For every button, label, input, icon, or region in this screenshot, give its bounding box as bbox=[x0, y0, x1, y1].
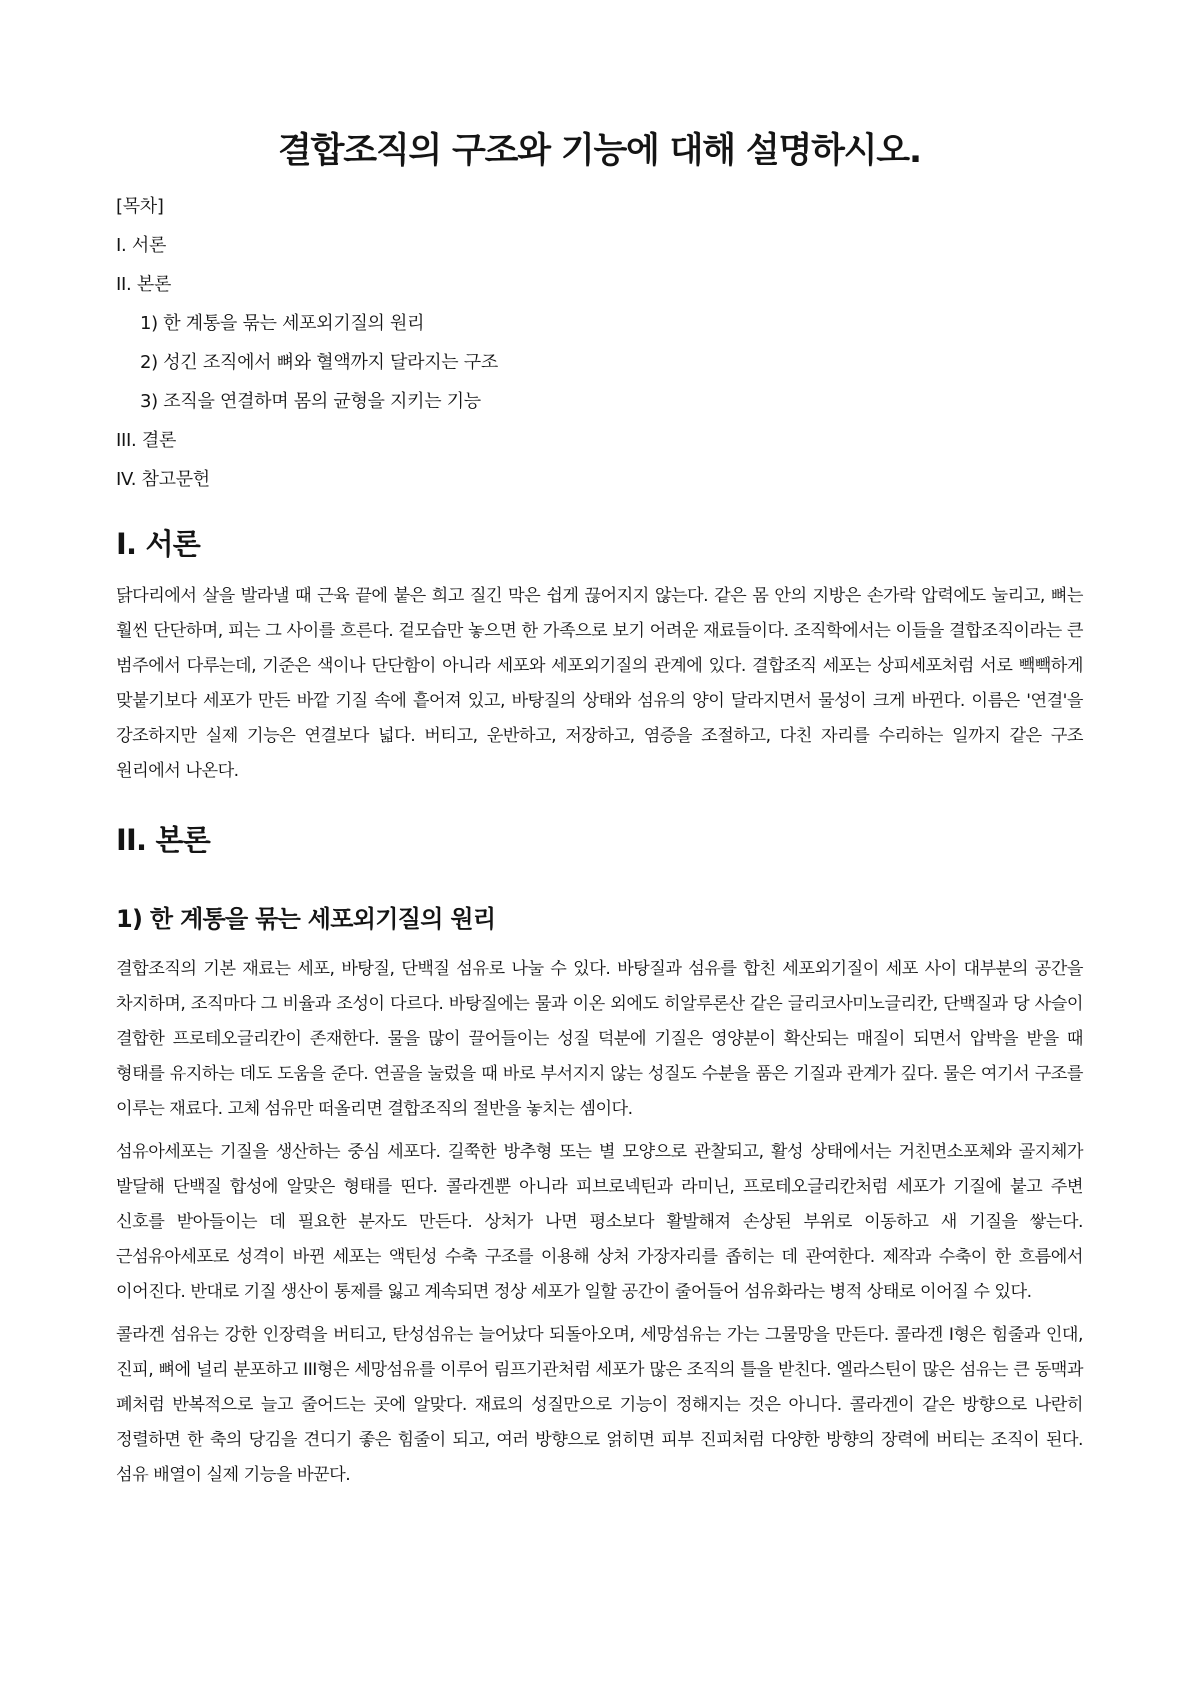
document-title: 결합조직의 구조와 기능에 대해 설명하시오. bbox=[277, 131, 922, 171]
toc-item-conclusion: III. 결론 bbox=[116, 430, 177, 451]
section-heading-intro: I. 서론 bbox=[116, 527, 200, 561]
toc-item-intro: I. 서론 bbox=[116, 235, 167, 256]
section-heading-body: II. 본론 bbox=[116, 823, 210, 857]
subsection-heading-1: 1) 한 계통을 묶는 세포외기질의 원리 bbox=[116, 905, 496, 933]
toc-item-body-3: 3) 조직을 연결하며 몸의 균형을 지키는 기능 bbox=[140, 391, 481, 412]
toc-item-body-1: 1) 한 계통을 묶는 세포외기질의 원리 bbox=[140, 313, 425, 334]
body-paragraph-3: 콜라겐 섬유는 강한 인장력을 버티고, 탄성섬유는 늘어났다 되돌아오며, 세망섬유는 가는 그물망을 만든다. 콜라겐 I형은 힘줄과 인대, 진피, 뼈에 널리 분포하고 III형은 세망섬유를 이루어 림프기관처럼 세포가 많은 조직의 틀을 받친다. 엘라스틴이 많은 섬유는 큰 동맥과 폐처럼 반복적으로 늘고 줄어드는 곳에 알맞다. 재료의 성질만으로 기능이 정해지는 것은 아니다. 콜라겐이 같은 방향으로 나란히 정렬하면 한 축의 당김을 견디기 좋은 힘줄이 되고, 여러 방향으로 얽히면 피부 진피처럼 다양한 방향의 장력에 버티는 조직이 된다. 섬유 배열이 실제 기능을 바꾼다. bbox=[116, 1325, 1083, 1485]
toc-heading: [목차] bbox=[116, 196, 164, 217]
toc-item-body-2: 2) 성긴 조직에서 뼈와 혈액까지 달라지는 구조 bbox=[140, 352, 498, 373]
toc-item-references: IV. 참고문헌 bbox=[116, 469, 210, 490]
toc-item-body: II. 본론 bbox=[116, 274, 172, 295]
body-paragraph-1: 결합조직의 기본 재료는 세포, 바탕질, 단백질 섬유로 나눌 수 있다. 바탕질과 섬유를 합친 세포외기질이 세포 사이 대부분의 공간을 차지하며, 조직마다 그 비율과 조성이 다르다. 바탕질에는 물과 이온 외에도 히알루론산 같은 글리코사미노글리칸, 단백질과 당 사슬이 결합한 프로테오글리칸이 존재한다. 물을 많이 끌어들이는 성질 덕분에 기질은 영양분이 확산되는 매질이 되면서 압박을 받을 때 형태를 유지하는 데도 도움을 준다. 연골을 눌렀을 때 바로 부서지지 않는 성질도 수분을 품은 기질과 관계가 깊다. 물은 여기서 구조를 이루는 재료다. 고체 섬유만 떠올리면 결합조직의 절반을 놓치는 셈이다. bbox=[116, 959, 1083, 1119]
intro-paragraph: 닭다리에서 살을 발라낼 때 근육 끝에 붙은 희고 질긴 막은 쉽게 끊어지지 않는다. 같은 몸 안의 지방은 손가락 압력에도 눌리고, 뼈는 훨씬 단단하며, 피는 그 사이를 흐른다. 겉모습만 놓으면 한 가족으로 보기 어려운 재료들이다. 조직학에서는 이들을 결합조직이라는 큰 범주에서 다루는데, 기준은 색이나 단단함이 아니라 세포와 세포외기질의 관계에 있다. 결합조직 세포는 상피세포처럼 서로 빽빽하게 맞붙기보다 세포가 만든 바깥 기질 속에 흩어져 있고, 바탕질의 상태와 섬유의 양이 달라지면서 물성이 크게 바뀐다. 이름은 '연결'을 강조하지만 실제 기능은 연결보다 넓다. 버티고, 운반하고, 저장하고, 염증을 조절하고, 다친 자리를 수리하는 일까지 같은 구조 원리에서 나온다. bbox=[116, 586, 1083, 781]
table-of-contents bbox=[116, 187, 1083, 499]
body-paragraph-2: 섬유아세포는 기질을 생산하는 중심 세포다. 길쭉한 방추형 또는 별 모양으로 관찰되고, 활성 상태에서는 거친면소포체와 골지체가 발달해 단백질 합성에 알맞은 형태를 띤다. 콜라겐뿐 아니라 피브로넥틴과 라미닌, 프로테오글리칸처럼 세포가 기질에 붙고 주변 신호를 받아들이는 데 필요한 분자도 만든다. 상처가 나면 평소보다 활발해져 손상된 부위로 이동하고 새 기질을 쌓는다. 근섬유아세포로 성격이 바뀐 세포는 액틴성 수축 구조를 이용해 상처 가장자리를 좁히는 데 관여한다. 제작과 수축이 한 흐름에서 이어진다. 반대로 기질 생산이 통제를 잃고 계속되면 정상 세포가 일할 공간이 줄어들어 섬유화라는 병적 상태로 이어질 수 있다. bbox=[116, 1142, 1083, 1302]
